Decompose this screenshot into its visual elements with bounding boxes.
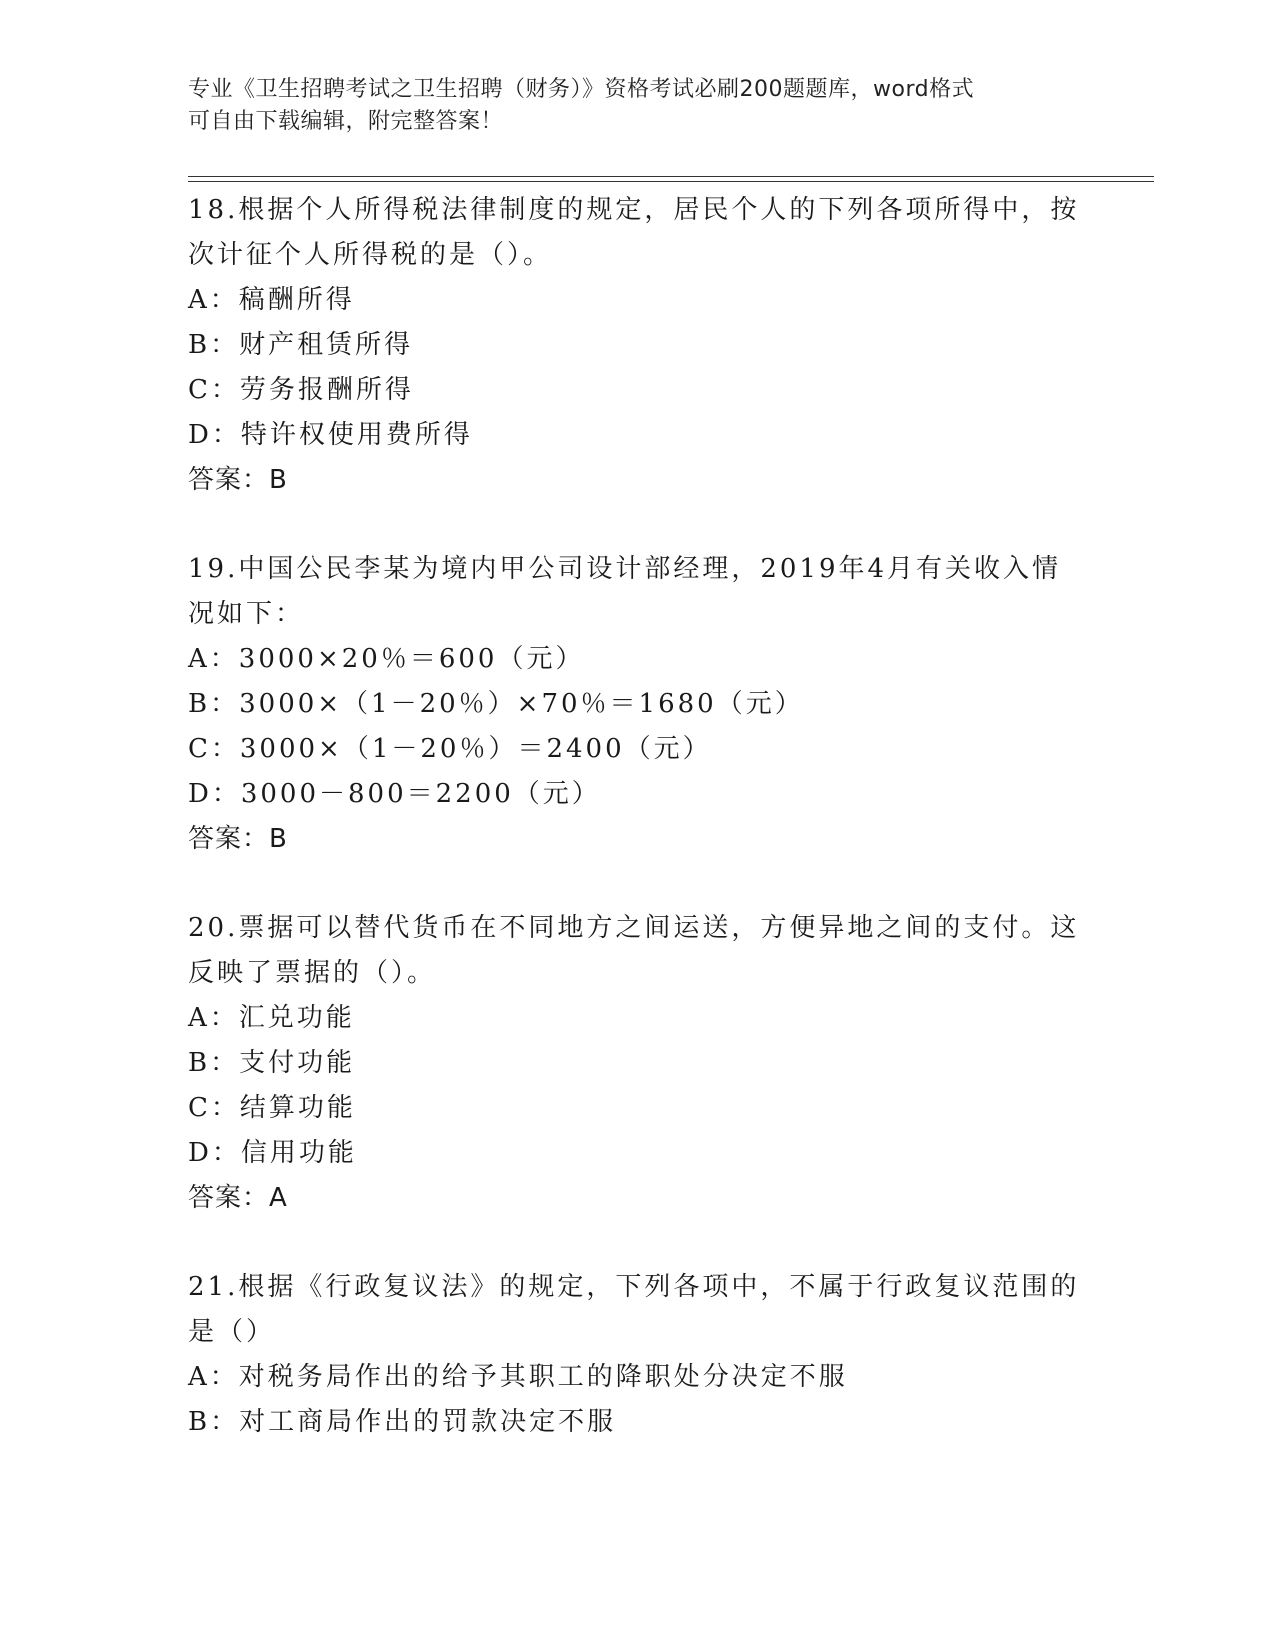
question-18 [188,188,1088,503]
option-c: C：结算功能 [188,1093,356,1123]
question-text: 20.票据可以替代货币在不同地方之间运送，方便异地之间的支付。这反映了票据的（）。 [188,913,1080,988]
option-a: A：3000×20％＝600（元） [188,644,585,674]
answer-line: 答案：B [188,824,288,854]
question-19 [188,547,1088,862]
option-d: D：信用功能 [188,1138,357,1168]
option-a: A：汇兑功能 [188,1003,355,1033]
answer-line: 答案：B [188,465,288,495]
option-d: D：特许权使用费所得 [188,420,473,450]
question-text: 18.根据个人所得税法律制度的规定，居民个人的下列各项所得中，按次计征个人所得税的是（）。 [188,195,1080,270]
answer-line: 答案：A [188,1183,288,1213]
question-21 [188,1265,1088,1445]
option-c: C：3000×（1－20％）＝2400（元） [188,734,712,764]
option-b: B：对工商局作出的罚款决定不服 [188,1407,617,1437]
option-b: B：支付功能 [188,1048,356,1078]
header-divider-bottom [188,181,1154,182]
option-b: B：财产租赁所得 [188,330,414,360]
option-b: B：3000×（1－20％）×70％＝1680（元） [188,689,804,719]
option-c: C：劳务报酬所得 [188,375,414,405]
question-text: 21.根据《行政复议法》的规定，下列各项中，不属于行政复议范围的是（） [188,1272,1080,1347]
option-a: A：对税务局作出的给予其职工的降职处分决定不服 [188,1362,848,1392]
question-20 [188,906,1088,1221]
question-list [188,188,1088,1489]
document-header [188,74,1068,138]
option-d: D：3000－800＝2200（元） [188,779,601,809]
header-title-line-1: 专业《卫生招聘考试之卫生招聘（财务）》资格考试必刷200题题库，word格式 [188,77,975,102]
option-a: A：稿酬所得 [188,285,355,315]
header-title-line-2: 可自由下载编辑，附完整答案！ [188,109,504,134]
question-text: 19.中国公民李某为境内甲公司设计部经理，2019年4月有关收入情况如下： [188,554,1062,629]
header-divider-top [188,176,1154,177]
